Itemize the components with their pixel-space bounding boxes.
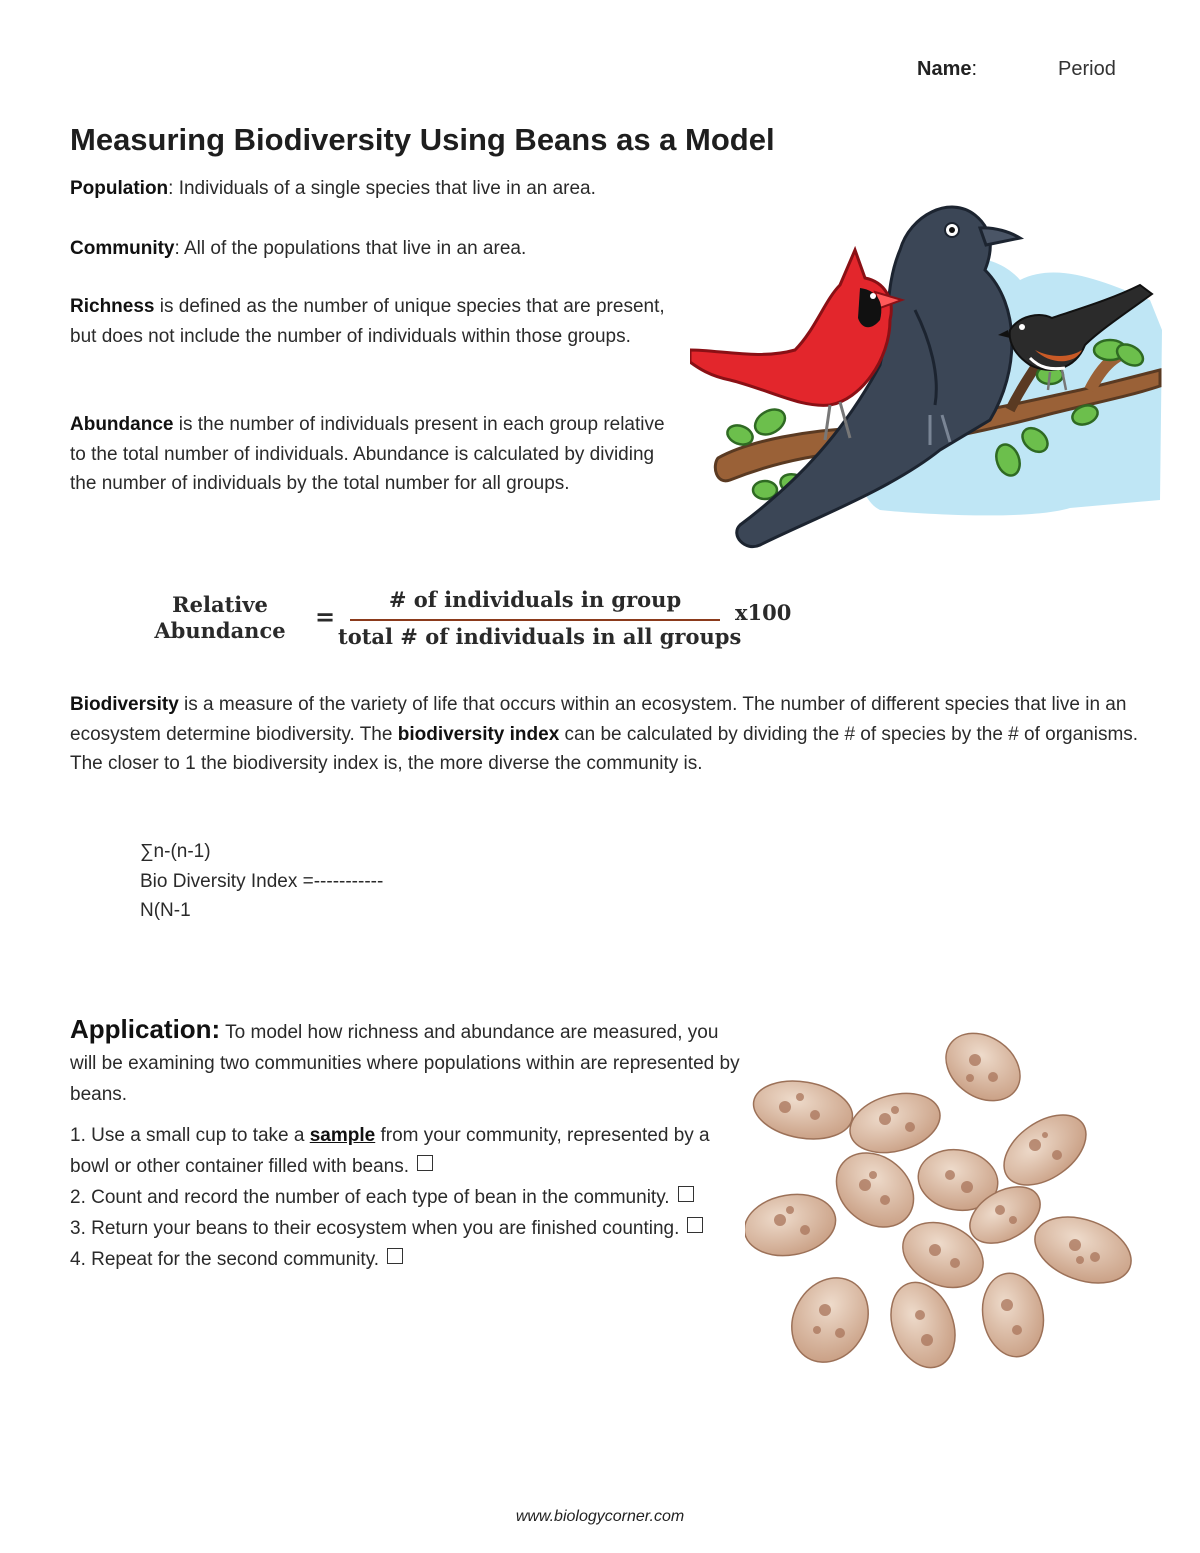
richness-definition: Richness is defined as the number of unique species that are present, but does not include the number of individuals within those groups.: [70, 296, 665, 347]
formula-lhs-line1: Relative: [172, 592, 268, 617]
step-2: 2. Count and record the number of each type of bean in the community.: [70, 1182, 750, 1213]
application-intro: Application: To model how richness and abundance are measured, you will be examining two communities where populations within are represented by beans.: [70, 1014, 740, 1105]
application-heading: Application:: [70, 1014, 221, 1044]
community-definition: Community: All of the populations that live in an area.: [70, 238, 527, 259]
biodiversity-definition: Biodiversity is a measure of the variety of life that occurs within an ecosystem. The number of different species that live in an ecosystem determine biodiversity. The biodiversity index can be calculated by dividing the # of species by the # of organisms. The closer to 1 the biodiversity index is, the more diverse the community is.: [70, 694, 1139, 774]
abundance-definition: Abundance is the number of individuals present in each group relative to the total number of individuals. Abundance is calculated by dividing the number of individuals by the total number for all groups.: [70, 414, 665, 494]
birds-on-branch-illustration: [690, 190, 1165, 562]
step-3-checkbox[interactable]: [687, 1217, 703, 1233]
population-definition: Population: Individuals of a single species that live in an area.: [70, 178, 596, 199]
biodiversity-index-formula: [140, 837, 383, 926]
step-1: 1. Use a small cup to take a sample from your community, represented by a bowl or other container filled with beans.: [70, 1125, 710, 1177]
application-section: [70, 1014, 750, 1275]
bdi-denominator: N(N-1: [140, 900, 191, 921]
formula-equals: =: [315, 602, 336, 631]
formula-lhs-line2: Abundance: [154, 618, 286, 643]
step-4-checkbox[interactable]: [387, 1248, 403, 1264]
formula-denominator: total # of individuals in all groups: [338, 624, 742, 649]
step-1-checkbox[interactable]: [417, 1155, 433, 1171]
formula-multiplier: x100: [735, 600, 792, 625]
step-2-checkbox[interactable]: [678, 1186, 694, 1202]
step-4: 4. Repeat for the second community.: [70, 1244, 750, 1275]
page-title: Measuring Biodiversity Using Beans as a Model: [70, 122, 775, 157]
fraction-bar: [350, 619, 720, 621]
bdi-label: Bio Diversity Index =-----------: [140, 870, 384, 892]
footer-url[interactable]: www.biologycorner.com: [515, 1508, 685, 1525]
steps-list: [70, 1120, 750, 1275]
formula-numerator: # of individuals in group: [388, 587, 682, 612]
pinto-beans-photo: [745, 1015, 1145, 1390]
bdi-numerator: ∑n-(n-1): [140, 841, 211, 862]
formula-lhs: [150, 592, 290, 644]
period-label: Period: [1058, 58, 1116, 80]
name-label: Name:: [917, 58, 978, 80]
step-3: 3. Return your beans to their ecosystem when you are finished counting.: [70, 1213, 750, 1244]
